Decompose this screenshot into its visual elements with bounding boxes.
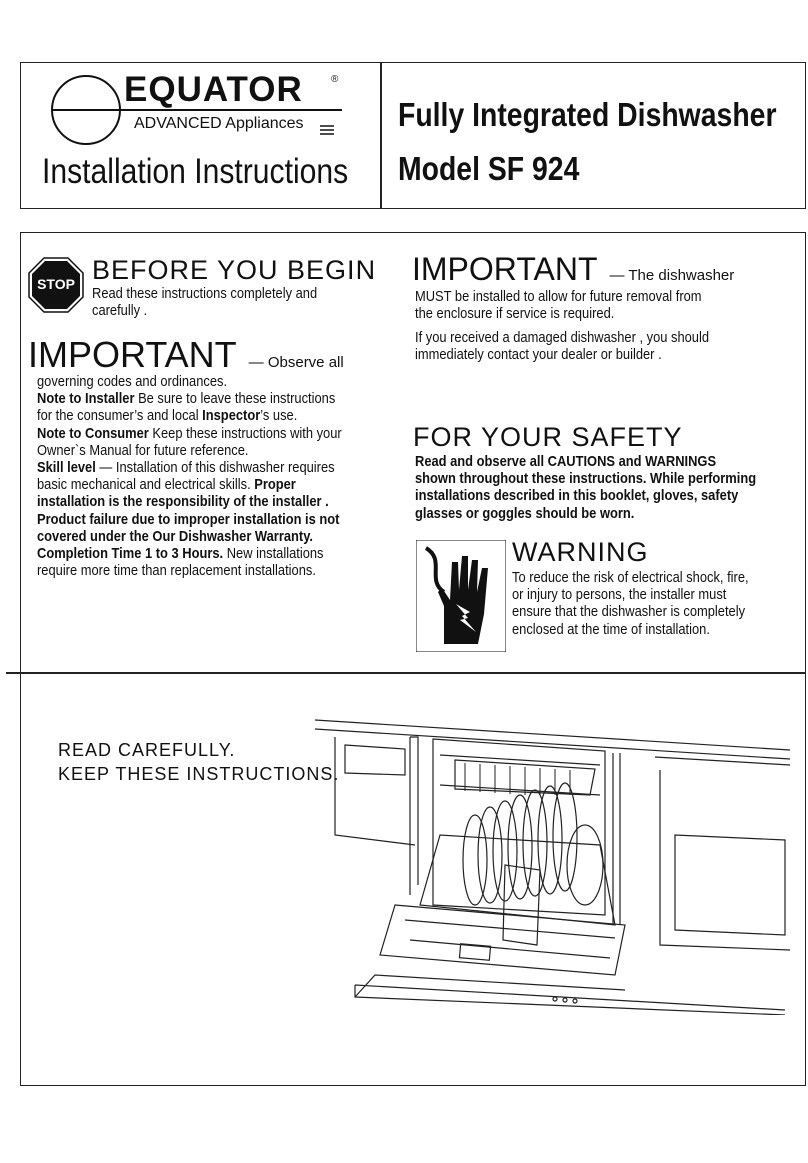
- text-segment: enclosed at the time of installation.: [512, 620, 710, 638]
- text-segment: New installations: [223, 544, 324, 562]
- text-segment: carefully .: [92, 302, 148, 320]
- text-segment: Be sure to leave these instructions: [134, 390, 336, 408]
- text-line: [37, 407, 342, 424]
- text-line: [415, 329, 709, 346]
- text-segment: Owner`s Manual for future reference.: [37, 441, 249, 459]
- text-segment: If you received a damaged dishwasher , you should: [415, 329, 710, 346]
- text-line: [415, 487, 756, 504]
- important-row-right: [412, 251, 734, 288]
- text-line: [37, 459, 342, 476]
- bold-text-segment: shown throughout these instructions. While performing: [415, 470, 757, 488]
- text-line: [92, 285, 317, 302]
- bold-text-segment: Read and observe all CAUTIONS and WARNINGS: [415, 453, 717, 470]
- text-line: [37, 390, 342, 407]
- text-segment: — Installation of this dishwasher requires: [95, 458, 335, 476]
- bold-text-segment: installation is the responsibility of the installer .: [37, 493, 329, 511]
- brand-subtitle: ADVANCED Appliances: [134, 115, 304, 132]
- bold-text-segment: Inspector: [202, 407, 261, 425]
- header-divider: [380, 62, 382, 209]
- text-line: [415, 305, 702, 322]
- text-line: [37, 425, 342, 442]
- important-row-left: [28, 334, 344, 376]
- text-line: [415, 453, 756, 470]
- text-segment: require more time than replacement installations.: [37, 562, 316, 580]
- text-segment: MUST be installed to allow for future removal from: [415, 288, 702, 305]
- read-carefully-text: READ CAREFULLY.: [58, 740, 236, 760]
- bold-text-segment: Skill level: [37, 458, 96, 476]
- warning-heading: WARNING: [512, 537, 649, 567]
- text-line: [512, 586, 749, 603]
- before-you-begin-heading: BEFORE YOU BEGIN: [92, 255, 377, 285]
- text-line: [37, 528, 342, 545]
- text-line: [37, 373, 342, 390]
- text-segment: To reduce the risk of electrical shock, fire,: [512, 569, 749, 586]
- text-line: [37, 442, 342, 459]
- section-divider: [6, 672, 806, 674]
- text-line: [37, 511, 342, 528]
- important-dash-text-left: — Observe all: [248, 354, 344, 371]
- text-line: [415, 470, 756, 487]
- stop-sign-label: STOP: [37, 276, 75, 292]
- text-segment: ensure that the dishwasher is completely: [512, 603, 746, 621]
- product-title: Fully Integrated Dishwasher: [398, 96, 777, 133]
- bold-text-segment: Completion Time 1 to 3 Hours.: [37, 544, 224, 562]
- text-segment: basic mechanical and electrical skills.: [37, 476, 255, 494]
- text-segment: the enclosure if service is required.: [415, 305, 615, 323]
- bold-text-segment: installations described in this booklet, gloves, safety: [415, 487, 739, 505]
- bold-text-segment: Proper: [254, 476, 296, 494]
- bold-text-segment: Note to Consumer: [37, 424, 149, 442]
- text-segment: ’s use.: [260, 407, 298, 425]
- text-line: [37, 493, 342, 510]
- text-line: [37, 545, 342, 562]
- text-line: [415, 346, 709, 363]
- before-you-begin-text: [92, 285, 317, 319]
- bold-text-segment: Product failure due to improper installation is not: [37, 510, 340, 528]
- safety-text: [415, 453, 756, 522]
- text-line: [37, 476, 342, 493]
- keep-instructions-text: KEEP THESE INSTRUCTIONS.: [58, 764, 340, 784]
- bold-text-segment: glasses or goggles should be worn.: [415, 504, 635, 522]
- text-segment: Read these instructions completely and: [92, 285, 318, 302]
- bold-text-segment: Note to Installer: [37, 390, 135, 408]
- brand-name: EQUATOR: [124, 70, 303, 109]
- text-segment: Keep these instructions with your: [148, 424, 342, 442]
- electrical-shock-hand-icon: [416, 540, 506, 652]
- bold-text-segment: covered under the Our Dishwasher Warranty.: [37, 527, 313, 545]
- registered-mark: ®: [331, 74, 339, 85]
- safety-heading: FOR YOUR SAFETY: [413, 422, 683, 452]
- text-line: [415, 505, 756, 522]
- doc-type: Installation Instructions: [42, 152, 349, 191]
- important-heading-right: IMPORTANT: [412, 251, 598, 287]
- text-segment: immediately contact your dealer or builder .: [415, 346, 662, 364]
- text-line: [512, 569, 749, 586]
- text-line: [415, 288, 702, 305]
- text-line: [92, 302, 317, 319]
- text-line: [512, 603, 749, 620]
- model-number: Model SF 924: [398, 150, 580, 187]
- warning-text: [512, 569, 749, 638]
- important-heading-left: IMPORTANT: [28, 334, 237, 375]
- removal-text: [415, 288, 702, 322]
- important-text-left: [37, 373, 342, 579]
- text-line: [512, 621, 749, 638]
- damaged-text: [415, 329, 709, 363]
- text-segment: governing codes and ordinances.: [37, 373, 228, 390]
- dishwasher-illustration: [315, 715, 795, 1015]
- important-dash-text-right: — The dishwasher: [609, 267, 735, 284]
- text-line: [37, 562, 342, 579]
- text-segment: for the consumer’s and local: [37, 407, 203, 425]
- text-segment: or injury to persons, the installer must: [512, 586, 727, 604]
